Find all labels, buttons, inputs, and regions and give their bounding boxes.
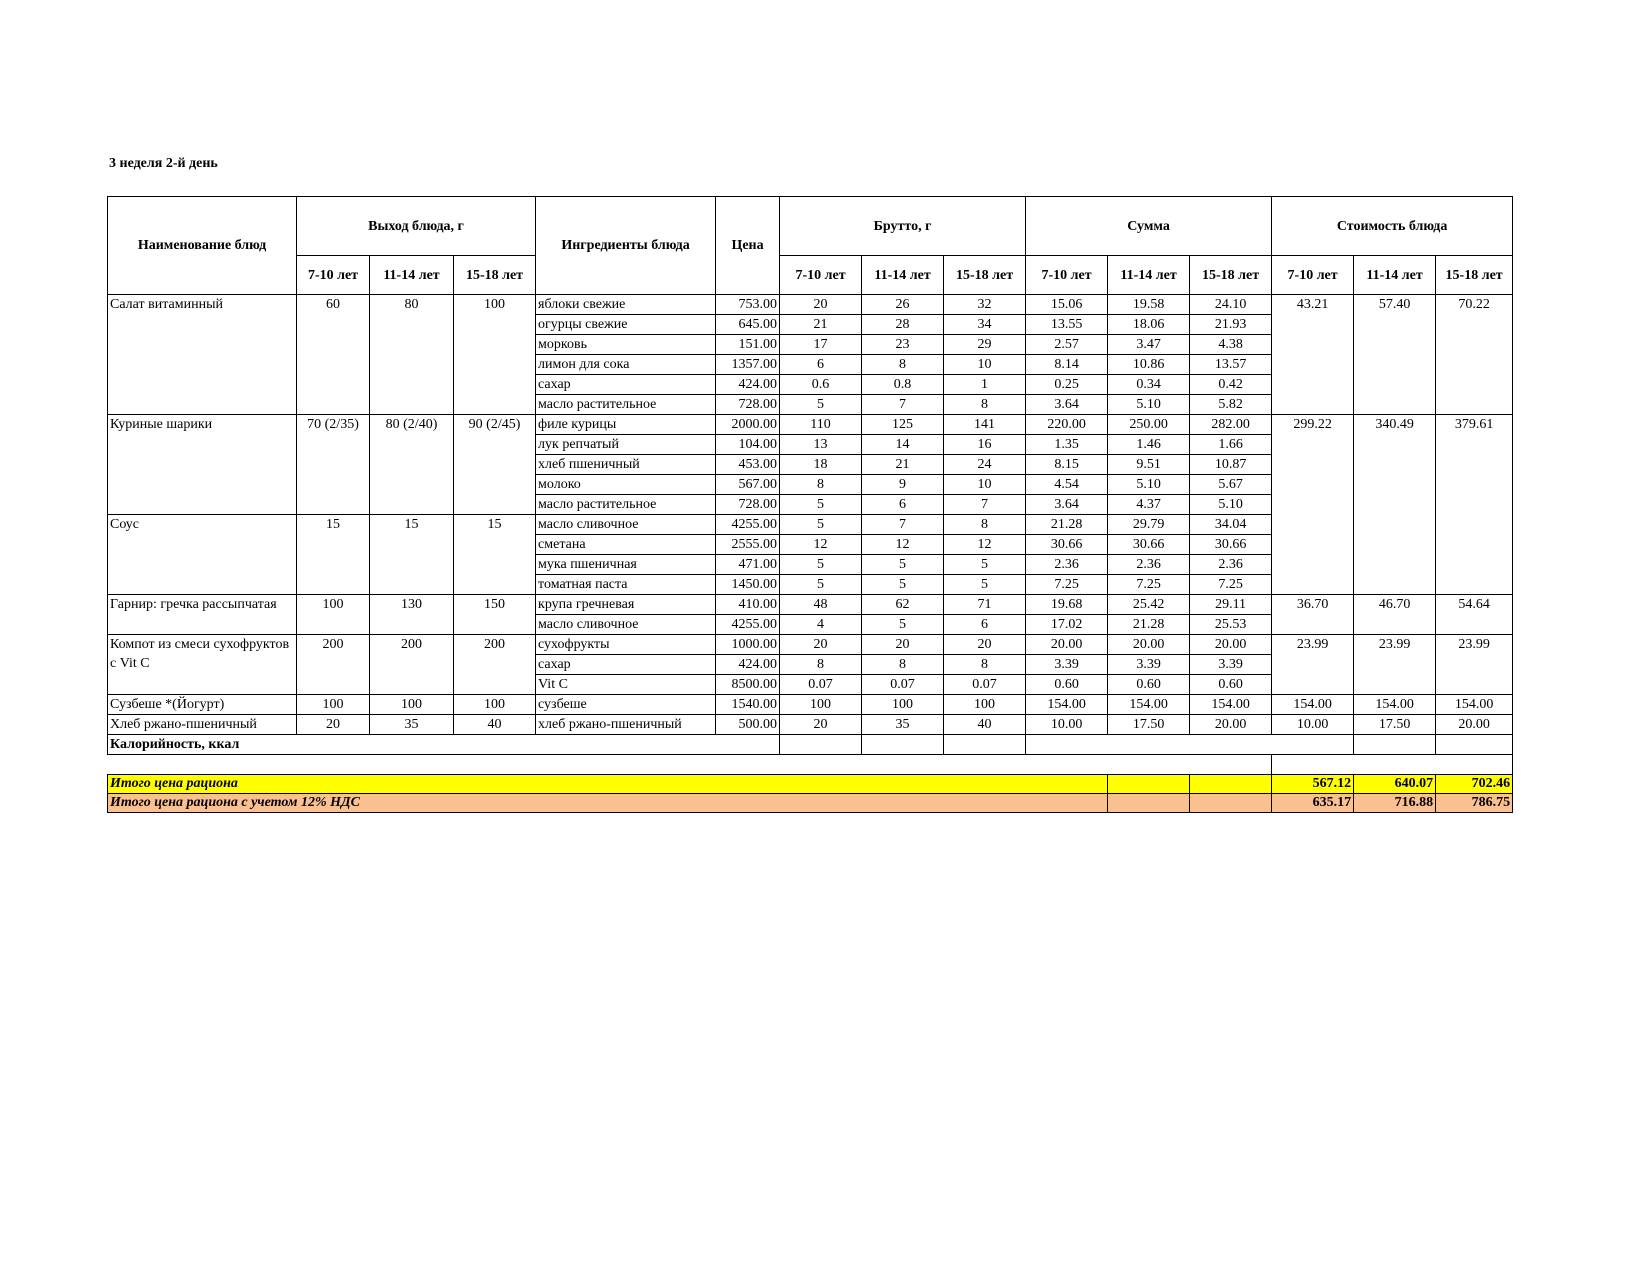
ingredient-gross: 12	[780, 535, 862, 555]
dish-cost: 36.70	[1272, 595, 1354, 635]
ingredient-gross: 20	[944, 635, 1026, 655]
ingredient-sum: 10.86	[1108, 355, 1190, 375]
ingredient-sum: 3.64	[1026, 495, 1108, 515]
dish-cost: 20.00	[1436, 715, 1513, 735]
ingredient-sum: 25.42	[1108, 595, 1190, 615]
ingredient-price: 8500.00	[716, 675, 780, 695]
ingredient-name: томатная паста	[536, 575, 716, 595]
ingredient-gross: 8	[944, 655, 1026, 675]
ingredient-name: масло растительное	[536, 495, 716, 515]
header-ingredients: Ингредиенты блюда	[536, 197, 716, 295]
ingredient-sum: 2.36	[1108, 555, 1190, 575]
ingredient-name: морковь	[536, 335, 716, 355]
header-sum-age-15-18: 15-18 лет	[1190, 256, 1272, 295]
ingredient-sum: 3.47	[1108, 335, 1190, 355]
ingredient-sum: 0.60	[1026, 675, 1108, 695]
ingredient-gross: 16	[944, 435, 1026, 455]
ingredient-name: сахар	[536, 655, 716, 675]
ingredient-gross: 1	[944, 375, 1026, 395]
ingredient-price: 500.00	[716, 715, 780, 735]
ingredient-price: 410.00	[716, 595, 780, 615]
ingredient-gross: 62	[862, 595, 944, 615]
ingredient-sum: 21.93	[1190, 315, 1272, 335]
header-output-age-11-14: 11-14 лет	[370, 256, 454, 295]
dish-output: 15	[454, 515, 536, 595]
ingredient-price: 1450.00	[716, 575, 780, 595]
ingredient-gross: 8	[944, 515, 1026, 535]
ingredient-sum: 15.06	[1026, 295, 1108, 315]
ingredient-sum: 282.00	[1190, 415, 1272, 435]
ingredient-gross: 8	[862, 355, 944, 375]
ingredient-name: крупа гречневая	[536, 595, 716, 615]
ingredient-sum: 20.00	[1190, 635, 1272, 655]
header-sum: Сумма	[1026, 197, 1272, 256]
header-gross-age-11-14: 11-14 лет	[862, 256, 944, 295]
dish-output: 100	[454, 295, 536, 415]
dish-name: Куриные шарики	[108, 415, 297, 515]
ingredient-gross: 100	[944, 695, 1026, 715]
dish-name: Сузбеше *(Йогурт)	[108, 695, 297, 715]
ingredient-gross: 10	[944, 475, 1026, 495]
table-row	[108, 715, 1513, 735]
ingredient-sum: 34.04	[1190, 515, 1272, 535]
dish-cost: 70.22	[1436, 295, 1513, 415]
ingredient-gross: 71	[944, 595, 1026, 615]
gap-row	[108, 755, 1513, 775]
ingredient-gross: 141	[944, 415, 1026, 435]
ingredient-price: 1000.00	[716, 635, 780, 655]
ingredient-sum: 30.66	[1190, 535, 1272, 555]
total-value: 567.12	[1272, 775, 1354, 794]
ingredient-gross: 8	[862, 655, 944, 675]
table-row	[108, 595, 1513, 615]
dish-output: 90 (2/45)	[454, 415, 536, 515]
dish-cost: 154.00	[1354, 695, 1436, 715]
header-output-age-15-18: 15-18 лет	[454, 256, 536, 295]
ingredient-gross: 20	[862, 635, 944, 655]
ingredient-sum: 7.25	[1026, 575, 1108, 595]
ingredient-gross: 6	[944, 615, 1026, 635]
ingredient-sum: 5.10	[1190, 495, 1272, 515]
dish-name: Салат витаминный	[108, 295, 297, 415]
table-row	[108, 695, 1513, 715]
ingredient-sum: 250.00	[1108, 415, 1190, 435]
table-row	[108, 295, 1513, 315]
ingredient-sum: 7.25	[1108, 575, 1190, 595]
ingredient-price: 753.00	[716, 295, 780, 315]
ingredient-gross: 23	[862, 335, 944, 355]
ingredient-name: молоко	[536, 475, 716, 495]
dish-cost: 23.99	[1354, 635, 1436, 695]
ingredient-gross: 5	[862, 615, 944, 635]
ingredient-gross: 6	[780, 355, 862, 375]
ingredient-gross: 5	[944, 575, 1026, 595]
ingredient-sum: 0.60	[1108, 675, 1190, 695]
ingredient-sum: 20.00	[1108, 635, 1190, 655]
ingredient-sum: 17.50	[1108, 715, 1190, 735]
dish-output: 200	[454, 635, 536, 695]
ingredient-sum: 20.00	[1190, 715, 1272, 735]
ingredient-sum: 5.10	[1108, 475, 1190, 495]
ingredient-sum: 154.00	[1190, 695, 1272, 715]
gap-cell	[108, 755, 1272, 775]
ingredient-gross: 18	[780, 455, 862, 475]
ingredient-price: 151.00	[716, 335, 780, 355]
header-gross: Брутто, г	[780, 197, 1026, 256]
ingredient-name: сузбеше	[536, 695, 716, 715]
ingredient-sum: 2.57	[1026, 335, 1108, 355]
ingredient-name: сметана	[536, 535, 716, 555]
ingredient-name: Vit C	[536, 675, 716, 695]
ingredient-sum: 5.10	[1108, 395, 1190, 415]
ingredient-gross: 100	[862, 695, 944, 715]
total-vat-label: Итого цена рациона с учетом 12% НДС	[108, 794, 1108, 813]
ingredient-name: масло сливочное	[536, 615, 716, 635]
table-row	[108, 635, 1513, 655]
dish-output: 35	[370, 715, 454, 735]
ingredient-name: масло растительное	[536, 395, 716, 415]
ingredient-sum: 4.54	[1026, 475, 1108, 495]
calories-cell	[780, 735, 862, 755]
dish-cost: 154.00	[1272, 695, 1354, 715]
ingredient-gross: 7	[862, 515, 944, 535]
ingredient-name: яблоки свежие	[536, 295, 716, 315]
ingredient-price: 1357.00	[716, 355, 780, 375]
dish-output: 100	[297, 595, 370, 635]
total-vat-value: 786.75	[1436, 794, 1513, 813]
dish-cost: 10.00	[1272, 715, 1354, 735]
ingredient-gross: 20	[780, 295, 862, 315]
ingredient-gross: 110	[780, 415, 862, 435]
ingredient-sum: 8.15	[1026, 455, 1108, 475]
dish-output: 200	[370, 635, 454, 695]
ingredient-gross: 26	[862, 295, 944, 315]
ingredient-gross: 21	[780, 315, 862, 335]
ingredient-gross: 21	[862, 455, 944, 475]
ingredient-name: хлеб пшеничный	[536, 455, 716, 475]
ingredient-gross: 28	[862, 315, 944, 335]
ingredient-sum: 19.68	[1026, 595, 1108, 615]
header-output-age-7-10: 7-10 лет	[297, 256, 370, 295]
ingredient-sum: 3.39	[1190, 655, 1272, 675]
ingredient-sum: 21.28	[1026, 515, 1108, 535]
ingredient-sum: 10.87	[1190, 455, 1272, 475]
dish-cost: 23.99	[1436, 635, 1513, 695]
dish-name: Соус	[108, 515, 297, 595]
header-price: Цена	[716, 197, 780, 295]
ingredient-sum: 24.10	[1190, 295, 1272, 315]
total-empty-cell	[1190, 794, 1272, 813]
header-dish-name: Наименование блюд	[108, 197, 297, 295]
dish-output: 15	[297, 515, 370, 595]
ingredient-sum: 29.11	[1190, 595, 1272, 615]
ingredient-gross: 20	[780, 635, 862, 655]
ingredient-sum: 9.51	[1108, 455, 1190, 475]
header-output: Выход блюда, г	[297, 197, 536, 256]
ingredient-sum: 0.25	[1026, 375, 1108, 395]
dish-output: 100	[454, 695, 536, 715]
ingredient-sum: 18.06	[1108, 315, 1190, 335]
ingredient-name: лимон для сока	[536, 355, 716, 375]
dish-output: 200	[297, 635, 370, 695]
ingredient-sum: 7.25	[1190, 575, 1272, 595]
ingredient-sum: 29.79	[1108, 515, 1190, 535]
ingredient-gross: 9	[862, 475, 944, 495]
ingredient-name: масло сливочное	[536, 515, 716, 535]
ingredient-gross: 32	[944, 295, 1026, 315]
ingredient-gross: 8	[780, 655, 862, 675]
ingredient-name: филе курицы	[536, 415, 716, 435]
table-row	[108, 415, 1513, 435]
header-cost-age-15-18: 15-18 лет	[1436, 256, 1513, 295]
ingredient-sum: 13.55	[1026, 315, 1108, 335]
ingredient-sum: 220.00	[1026, 415, 1108, 435]
dish-output: 70 (2/35)	[297, 415, 370, 515]
dish-output: 130	[370, 595, 454, 635]
ingredient-sum: 1.66	[1190, 435, 1272, 455]
header-cost-age-11-14: 11-14 лет	[1354, 256, 1436, 295]
dish-cost: 154.00	[1436, 695, 1513, 715]
ingredient-sum: 2.36	[1026, 555, 1108, 575]
dish-output: 150	[454, 595, 536, 635]
ingredient-price: 567.00	[716, 475, 780, 495]
calories-cell	[1026, 735, 1354, 755]
ingredient-sum: 3.64	[1026, 395, 1108, 415]
ingredient-gross: 12	[862, 535, 944, 555]
ingredient-sum: 19.58	[1108, 295, 1190, 315]
total-vat-value: 716.88	[1354, 794, 1436, 813]
ingredient-sum: 0.60	[1190, 675, 1272, 695]
header-sum-age-7-10: 7-10 лет	[1026, 256, 1108, 295]
ingredient-gross: 7	[862, 395, 944, 415]
header-cost: Стоимость блюда	[1272, 197, 1513, 256]
ingredient-gross: 5	[780, 555, 862, 575]
ingredient-sum: 25.53	[1190, 615, 1272, 635]
ingredient-price: 471.00	[716, 555, 780, 575]
dish-name: Компот из смеси сухофруктов с Vit C	[108, 635, 297, 695]
ingredient-price: 424.00	[716, 375, 780, 395]
calories-cell	[862, 735, 944, 755]
ingredient-gross: 0.07	[780, 675, 862, 695]
ingredient-sum: 4.37	[1108, 495, 1190, 515]
dish-output: 40	[454, 715, 536, 735]
ingredient-gross: 0.6	[780, 375, 862, 395]
ingredient-gross: 0.07	[944, 675, 1026, 695]
calories-cell	[944, 735, 1026, 755]
ingredient-gross: 24	[944, 455, 1026, 475]
ingredient-price: 645.00	[716, 315, 780, 335]
total-value: 702.46	[1436, 775, 1513, 794]
ingredient-name: сахар	[536, 375, 716, 395]
ingredient-gross: 0.8	[862, 375, 944, 395]
ingredient-price: 2000.00	[716, 415, 780, 435]
ingredient-gross: 6	[862, 495, 944, 515]
ingredient-price: 728.00	[716, 395, 780, 415]
ingredient-price: 453.00	[716, 455, 780, 475]
dish-output: 100	[370, 695, 454, 715]
ingredient-sum: 20.00	[1026, 635, 1108, 655]
ingredient-sum: 30.66	[1026, 535, 1108, 555]
ingredient-name: хлеб ржано-пшеничный	[536, 715, 716, 735]
ingredient-price: 728.00	[716, 495, 780, 515]
header-gross-age-7-10: 7-10 лет	[780, 256, 862, 295]
ingredient-gross: 40	[944, 715, 1026, 735]
ingredient-gross: 17	[780, 335, 862, 355]
ingredient-gross: 20	[780, 715, 862, 735]
ingredient-sum: 30.66	[1108, 535, 1190, 555]
dish-cost: 23.99	[1272, 635, 1354, 695]
ingredient-gross: 5	[780, 575, 862, 595]
dish-cost: 43.21	[1272, 295, 1354, 415]
header-sum-age-11-14: 11-14 лет	[1108, 256, 1190, 295]
ingredient-name: огурцы свежие	[536, 315, 716, 335]
calories-cell	[1436, 735, 1513, 755]
dishes-body	[108, 295, 1513, 813]
ingredient-sum: 154.00	[1108, 695, 1190, 715]
calories-row	[108, 735, 1513, 755]
ingredient-gross: 5	[944, 555, 1026, 575]
dish-cost: 379.61	[1436, 415, 1513, 595]
ingredient-sum: 21.28	[1108, 615, 1190, 635]
ingredient-gross: 0.07	[862, 675, 944, 695]
ingredient-gross: 4	[780, 615, 862, 635]
ingredient-gross: 12	[944, 535, 1026, 555]
ingredient-name: мука пшеничная	[536, 555, 716, 575]
ingredient-gross: 48	[780, 595, 862, 615]
dish-output: 20	[297, 715, 370, 735]
ingredient-price: 2555.00	[716, 535, 780, 555]
ingredient-sum: 2.36	[1190, 555, 1272, 575]
ingredient-gross: 5	[862, 575, 944, 595]
ingredient-sum: 17.02	[1026, 615, 1108, 635]
total-label: Итого цена рациона	[108, 775, 1108, 794]
ingredient-price: 4255.00	[716, 515, 780, 535]
ingredient-gross: 125	[862, 415, 944, 435]
ingredient-price: 424.00	[716, 655, 780, 675]
dish-cost: 17.50	[1354, 715, 1436, 735]
total-vat-row	[108, 794, 1513, 813]
ingredient-sum: 10.00	[1026, 715, 1108, 735]
total-empty-cell	[1108, 775, 1190, 794]
dish-output: 80 (2/40)	[370, 415, 454, 515]
dish-cost: 57.40	[1354, 295, 1436, 415]
ingredient-gross: 5	[862, 555, 944, 575]
total-row	[108, 775, 1513, 794]
ingredient-price: 1540.00	[716, 695, 780, 715]
dish-name: Гарнир: гречка рассыпчатая	[108, 595, 297, 635]
gap-cell	[1272, 755, 1513, 775]
dish-output: 60	[297, 295, 370, 415]
ingredient-sum: 0.34	[1108, 375, 1190, 395]
page-title: 3 неделя 2-й день	[109, 156, 218, 171]
ingredient-name: сухофрукты	[536, 635, 716, 655]
header-cost-age-7-10: 7-10 лет	[1272, 256, 1354, 295]
total-empty-cell	[1108, 794, 1190, 813]
dish-output: 80	[370, 295, 454, 415]
ingredient-sum: 5.82	[1190, 395, 1272, 415]
dish-cost: 299.22	[1272, 415, 1354, 595]
ingredient-gross: 5	[780, 495, 862, 515]
calories-label: Калорийность, ккал	[108, 735, 780, 755]
ingredient-sum: 3.39	[1108, 655, 1190, 675]
total-value: 640.07	[1354, 775, 1436, 794]
ingredient-sum: 4.38	[1190, 335, 1272, 355]
ingredient-sum: 8.14	[1026, 355, 1108, 375]
ration-table	[107, 196, 1513, 813]
ingredient-sum: 154.00	[1026, 695, 1108, 715]
ingredient-sum: 5.67	[1190, 475, 1272, 495]
total-empty-cell	[1190, 775, 1272, 794]
ingredient-gross: 8	[780, 475, 862, 495]
ingredient-gross: 14	[862, 435, 944, 455]
dish-cost: 340.49	[1354, 415, 1436, 595]
ingredient-sum: 1.35	[1026, 435, 1108, 455]
ingredient-sum: 1.46	[1108, 435, 1190, 455]
dish-name: Хлеб ржано-пшеничный	[108, 715, 297, 735]
ingredient-gross: 13	[780, 435, 862, 455]
calories-cell	[1354, 735, 1436, 755]
dish-cost: 46.70	[1354, 595, 1436, 635]
ingredient-gross: 29	[944, 335, 1026, 355]
ingredient-sum: 3.39	[1026, 655, 1108, 675]
ingredient-sum: 13.57	[1190, 355, 1272, 375]
dish-cost: 54.64	[1436, 595, 1513, 635]
ingredient-gross: 10	[944, 355, 1026, 375]
ingredient-gross: 35	[862, 715, 944, 735]
ingredient-gross: 7	[944, 495, 1026, 515]
total-vat-value: 635.17	[1272, 794, 1354, 813]
dish-output: 100	[297, 695, 370, 715]
dish-output: 15	[370, 515, 454, 595]
header-gross-age-15-18: 15-18 лет	[944, 256, 1026, 295]
ingredient-gross: 34	[944, 315, 1026, 335]
ingredient-sum: 0.42	[1190, 375, 1272, 395]
ingredient-gross: 5	[780, 395, 862, 415]
ingredient-name: лук репчатый	[536, 435, 716, 455]
ingredient-price: 104.00	[716, 435, 780, 455]
ingredient-gross: 8	[944, 395, 1026, 415]
ingredient-gross: 100	[780, 695, 862, 715]
ingredient-price: 4255.00	[716, 615, 780, 635]
ingredient-gross: 5	[780, 515, 862, 535]
